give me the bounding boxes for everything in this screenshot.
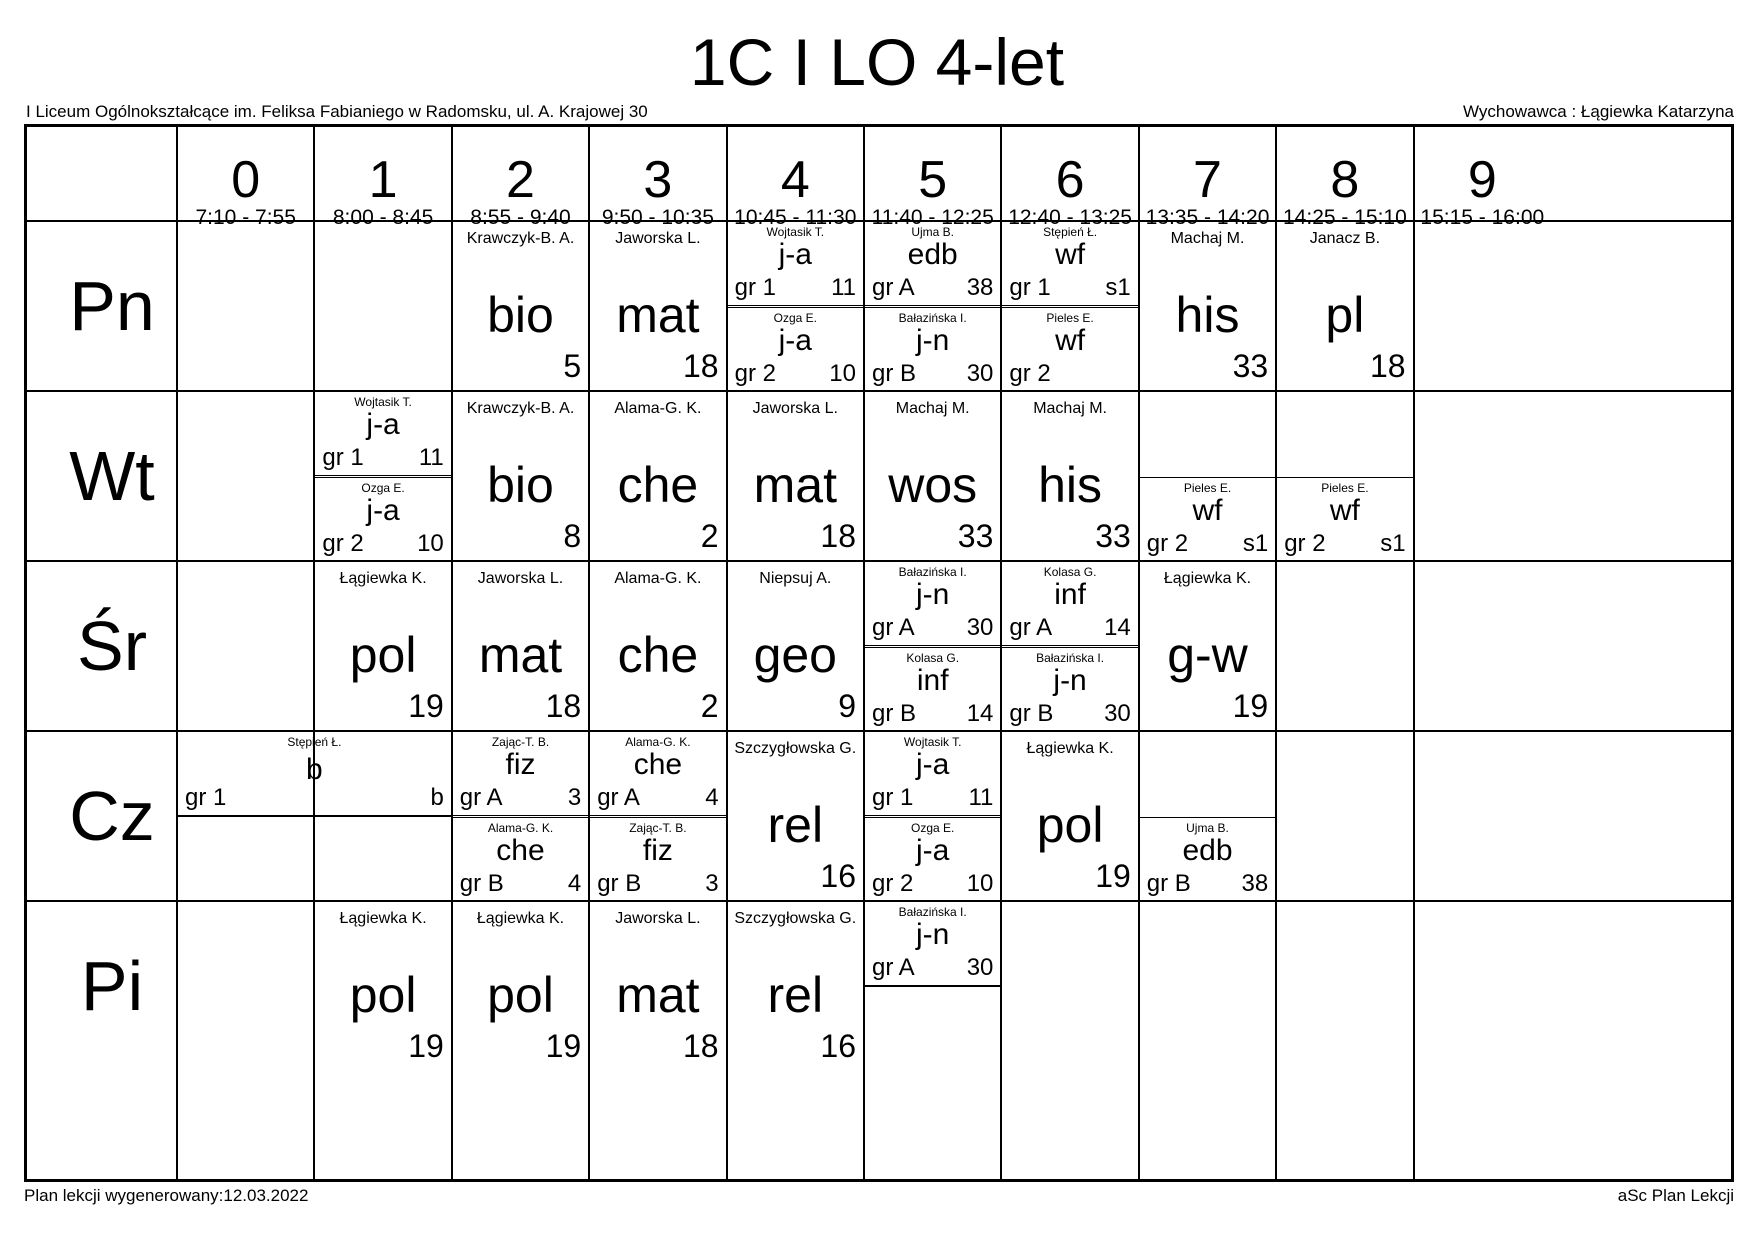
- lesson-group: gr 2: [1146, 530, 1189, 557]
- lesson-teacher: Szczygłowska G.: [734, 910, 857, 927]
- lesson-room: 2: [700, 688, 719, 724]
- lesson-room: 30: [966, 360, 994, 387]
- lesson-teacher: Wojtasik T.: [903, 735, 962, 749]
- lesson-card[interactable]: [590, 817, 725, 901]
- homeroom-teacher: Wychowawca : Łągiewka Katarzyna: [1462, 102, 1734, 121]
- lesson-card[interactable]: [728, 222, 863, 306]
- lesson-card[interactable]: [590, 902, 725, 1071]
- lesson-card[interactable]: [728, 562, 863, 731]
- lesson-card[interactable]: [865, 392, 1000, 561]
- lesson-card[interactable]: [315, 477, 450, 561]
- lesson-card[interactable]: [728, 732, 863, 901]
- lesson-teacher: Pieles E.: [1321, 481, 1369, 495]
- lesson-room: 19: [408, 688, 444, 724]
- lesson-subject: che: [617, 457, 699, 513]
- lesson-teacher: Bałazińska I.: [1036, 651, 1105, 665]
- lesson-subject: inf: [916, 664, 949, 697]
- lesson-teacher: Janacz B.: [1309, 230, 1381, 247]
- lesson-group: gr 1: [1009, 274, 1051, 301]
- lesson-group: gr 1: [734, 274, 776, 301]
- lesson-room: 2: [700, 518, 719, 554]
- lesson-teacher: Jaworska L.: [477, 570, 564, 587]
- split-divider: [864, 986, 1001, 987]
- lesson-card[interactable]: [865, 647, 1000, 731]
- lesson-teacher: Pieles E.: [1183, 481, 1232, 495]
- lesson-room: 11: [968, 784, 994, 811]
- lesson-card[interactable]: [315, 562, 450, 731]
- lesson-card[interactable]: [590, 222, 725, 391]
- school-name: I Liceum Ogólnokształcące im. Feliksa Fabianiego w Radomsku, ul. A. Krajowej 30: [26, 102, 648, 121]
- lesson-teacher: Ujma B.: [1186, 821, 1229, 835]
- lesson-subject: his: [1038, 457, 1103, 513]
- lesson-room: 19: [1095, 858, 1131, 894]
- lesson-room: 3: [567, 784, 582, 811]
- lesson-teacher: Szczygłowska G.: [734, 740, 857, 757]
- lesson-group: gr A: [872, 614, 915, 641]
- lesson-room: 30: [966, 614, 994, 641]
- period-header: [452, 127, 589, 231]
- lesson-card[interactable]: [865, 222, 1000, 306]
- lesson-subject: wf: [1055, 324, 1086, 357]
- lesson-group: gr B: [872, 360, 917, 387]
- lesson-group: gr A: [872, 274, 915, 301]
- lesson-group: gr B: [1146, 870, 1191, 897]
- lesson-teacher: Alama-G. K.: [487, 821, 554, 835]
- lesson-subject: mat: [616, 967, 700, 1023]
- lesson-room: 10: [966, 870, 994, 897]
- lesson-subject: wf: [1329, 494, 1360, 527]
- lesson-card[interactable]: [453, 222, 588, 391]
- period-time: 9:50 - 10:35: [601, 206, 714, 229]
- lesson-teacher: Łągiewka K.: [339, 910, 427, 927]
- lesson-teacher: Jaworska L.: [752, 400, 838, 417]
- lesson-group: gr 1: [322, 444, 364, 471]
- lesson-group: gr A: [872, 954, 915, 981]
- generated-date: Plan lekcji wygenerowany:12.03.2022: [24, 1186, 309, 1205]
- lesson-subject: pol: [349, 967, 417, 1023]
- lesson-card[interactable]: [865, 817, 1000, 901]
- lesson-subject: mat: [616, 287, 700, 343]
- lesson-teacher: Ozga E.: [911, 821, 955, 835]
- lesson-subject: j-a: [778, 238, 812, 271]
- lesson-teacher: Łągiewka K.: [476, 910, 565, 927]
- lesson-room: 18: [682, 1028, 719, 1064]
- lesson-card[interactable]: [1140, 817, 1275, 901]
- lesson-room: 16: [820, 858, 856, 894]
- lesson-subject: mat: [753, 457, 837, 513]
- lesson-teacher: Jaworska L.: [615, 910, 701, 927]
- lesson-card[interactable]: [453, 562, 588, 731]
- lesson-room: 4: [567, 870, 582, 897]
- lesson-group: gr 2: [1009, 360, 1051, 387]
- lesson-teacher: Zając-T. B.: [491, 735, 550, 749]
- lesson-group: gr A: [597, 784, 640, 811]
- lesson-teacher: Ujma B.: [911, 225, 955, 239]
- lesson-room: 19: [1232, 688, 1269, 724]
- lesson-subject: j-n: [916, 918, 950, 951]
- lesson-subject: edb: [1182, 834, 1233, 867]
- lesson-group: gr 2: [322, 530, 364, 557]
- lesson-subject: fiz: [505, 748, 536, 781]
- lesson-subject: wf: [1192, 494, 1223, 527]
- lesson-teacher: Łągiewka K.: [1026, 740, 1114, 757]
- lesson-card[interactable]: [453, 902, 588, 1071]
- lesson-room: 14: [966, 700, 994, 727]
- lesson-teacher: Stępień Ł.: [1043, 225, 1098, 239]
- lesson-card[interactable]: [1002, 392, 1137, 561]
- period-header: [1276, 127, 1413, 231]
- lesson-group: gr A: [459, 784, 503, 811]
- lesson-teacher: Krawczyk-B. A.: [466, 230, 575, 247]
- lesson-room: 38: [1241, 870, 1269, 897]
- lesson-card[interactable]: [1277, 222, 1412, 391]
- lesson-subject: pol: [349, 627, 417, 683]
- lesson-teacher: Zając-T. B.: [629, 821, 687, 835]
- period-time: 13:35 - 14:20: [1145, 206, 1270, 229]
- lesson-card[interactable]: [1002, 732, 1137, 901]
- period-number: 2: [506, 151, 535, 209]
- timetable-title: 1C I LO 4-let: [689, 25, 1065, 99]
- lesson-room: 38: [966, 274, 994, 301]
- software-credit: aSc Plan Lekcji: [1617, 1186, 1734, 1205]
- lesson-teacher: Pieles E.: [1046, 311, 1094, 325]
- day-label: Pi: [80, 947, 144, 1025]
- lesson-teacher: Łągiewka K.: [339, 570, 427, 587]
- lesson-card[interactable]: [590, 732, 725, 816]
- lesson-teacher: Wojtasik T.: [354, 395, 412, 409]
- lesson-teacher: Bałazińska I.: [898, 311, 967, 325]
- period-header: [864, 127, 1001, 231]
- lesson-teacher: Alama-G. K.: [614, 570, 702, 587]
- period-number: 7: [1193, 151, 1222, 209]
- lesson-subject: j-a: [778, 324, 812, 357]
- period-number: 9: [1467, 151, 1497, 209]
- period-number: 4: [780, 151, 810, 209]
- lesson-teacher: Łągiewka K.: [1163, 570, 1252, 587]
- lesson-room: 18: [545, 688, 582, 724]
- lesson-room: 33: [1095, 518, 1131, 554]
- lesson-card[interactable]: [865, 307, 1000, 391]
- lesson-group: gr 1: [872, 784, 914, 811]
- lesson-teacher: Machaj M.: [1033, 400, 1107, 417]
- lesson-subject: j-a: [366, 494, 400, 527]
- lesson-room: 16: [820, 1028, 856, 1064]
- lesson-subject: pol: [487, 967, 554, 1023]
- period-time: 10:45 - 11:30: [734, 206, 857, 229]
- period-time: 8:00 - 8:45: [332, 206, 434, 229]
- lesson-room: 14: [1104, 614, 1131, 641]
- lesson-subject: wos: [888, 457, 978, 513]
- lesson-subject: rel: [767, 967, 824, 1023]
- lesson-subject: pol: [1036, 797, 1104, 853]
- lesson-card[interactable]: [453, 817, 588, 901]
- period-time: 8:55 - 9:40: [470, 206, 571, 229]
- lesson-subject: b: [306, 753, 323, 786]
- lesson-subject: che: [633, 748, 683, 781]
- lesson-group: gr 2: [1284, 530, 1326, 557]
- lesson-subject: his: [1175, 287, 1240, 343]
- lesson-room: 9: [838, 688, 856, 724]
- lesson-room: 10: [829, 360, 856, 387]
- lesson-room: 3: [705, 870, 719, 897]
- lesson-subject: inf: [1054, 578, 1086, 611]
- lesson-subject: mat: [478, 627, 563, 683]
- lesson-card[interactable]: [1140, 562, 1275, 731]
- lesson-teacher: Alama-G. K.: [625, 735, 691, 749]
- period-time: 15:15 - 16:00: [1420, 206, 1545, 229]
- lesson-room: 30: [966, 954, 994, 981]
- lesson-subject: che: [496, 834, 545, 867]
- lesson-room: 5: [563, 348, 582, 384]
- lesson-group: gr 2: [872, 870, 914, 897]
- lesson-teacher: Alama-G. K.: [614, 400, 702, 417]
- period-header: [727, 127, 864, 231]
- lesson-subject: bio: [487, 457, 554, 513]
- lesson-card[interactable]: [728, 307, 863, 391]
- lesson-room: 30: [1104, 700, 1131, 727]
- lesson-subject: bio: [487, 287, 554, 343]
- lesson-room: s1: [1380, 530, 1406, 557]
- lesson-card[interactable]: [178, 732, 451, 816]
- day-label: Wt: [69, 437, 155, 515]
- lesson-teacher: Ozga E.: [773, 311, 817, 325]
- lesson-card[interactable]: [1140, 222, 1275, 391]
- period-header: [1414, 127, 1551, 231]
- lesson-subject: g-w: [1167, 627, 1248, 683]
- lesson-group: gr B: [1009, 700, 1054, 727]
- lesson-group: gr B: [872, 700, 917, 727]
- lesson-teacher: Kolasa G.: [906, 651, 960, 665]
- period-time: 11:40 - 12:25: [871, 206, 994, 229]
- lesson-teacher: Kolasa G.: [1043, 565, 1097, 579]
- lesson-room: 11: [831, 274, 856, 301]
- lesson-subject: edb: [907, 238, 958, 271]
- lesson-teacher: Wojtasik T.: [766, 225, 825, 239]
- day-label: Pn: [69, 267, 155, 345]
- lesson-room: b: [430, 784, 444, 811]
- lesson-subject: geo: [753, 627, 837, 683]
- lesson-room: 10: [417, 530, 444, 557]
- lesson-card[interactable]: [865, 562, 1000, 646]
- lesson-teacher: Stępień Ł.: [287, 735, 342, 749]
- lesson-room: 33: [1232, 348, 1269, 384]
- lesson-subject: j-n: [916, 578, 950, 611]
- lesson-teacher: Ozga E.: [361, 481, 405, 495]
- lesson-room: 11: [418, 444, 444, 471]
- period-number: 3: [643, 151, 673, 209]
- period-number: 8: [1330, 151, 1360, 209]
- lesson-subject: fiz: [642, 834, 673, 867]
- lesson-card[interactable]: [590, 562, 725, 731]
- period-number: 1: [368, 151, 398, 209]
- lesson-card[interactable]: [1002, 307, 1137, 391]
- period-header: [177, 127, 314, 231]
- lesson-teacher: Bałazińska I.: [898, 905, 967, 919]
- column-divider: [1413, 127, 1415, 1179]
- split-divider: [177, 816, 452, 817]
- lesson-group: gr B: [459, 870, 504, 897]
- lesson-card[interactable]: [315, 392, 450, 476]
- period-time: 12:40 - 13:25: [1008, 206, 1132, 229]
- lesson-card[interactable]: [1002, 222, 1137, 306]
- lesson-card[interactable]: [453, 392, 588, 561]
- period-header: [1001, 127, 1138, 231]
- lesson-card[interactable]: [315, 902, 450, 1071]
- lesson-teacher: Niepsuj A.: [759, 570, 832, 587]
- period-number: 6: [1055, 151, 1085, 209]
- lesson-teacher: Jaworska L.: [615, 230, 701, 247]
- period-time: 7:10 - 7:55: [195, 206, 296, 229]
- lesson-subject: j-a: [916, 834, 950, 867]
- lesson-subject: j-n: [916, 324, 950, 357]
- lesson-room: s1: [1242, 530, 1269, 557]
- lesson-room: 18: [820, 518, 856, 554]
- lesson-card[interactable]: [728, 392, 863, 561]
- lesson-group: gr B: [597, 870, 642, 897]
- lesson-card[interactable]: [1002, 562, 1137, 646]
- period-header: [1139, 127, 1276, 231]
- lesson-card[interactable]: [865, 732, 1000, 816]
- lesson-room: 19: [545, 1028, 582, 1064]
- lesson-subject: j-n: [1053, 664, 1087, 697]
- lesson-card[interactable]: [728, 902, 863, 1071]
- period-time: 14:25 - 15:10: [1283, 206, 1407, 229]
- period-number: 5: [918, 151, 948, 209]
- period-number: 0: [231, 151, 261, 209]
- lesson-teacher: Bałazińska I.: [898, 565, 967, 579]
- lesson-teacher: Machaj M.: [895, 400, 970, 417]
- lesson-subject: che: [617, 627, 699, 683]
- lesson-room: 8: [563, 518, 582, 554]
- lesson-card[interactable]: [865, 902, 1000, 986]
- lesson-subject: wf: [1055, 238, 1086, 271]
- lesson-card[interactable]: [1277, 477, 1412, 561]
- day-label: Śr: [77, 607, 147, 685]
- timetable-grid: [24, 124, 1734, 1182]
- lesson-room: 4: [705, 784, 719, 811]
- lesson-group: gr 1: [185, 784, 227, 811]
- lesson-card[interactable]: [590, 392, 725, 561]
- lesson-room: 18: [1369, 348, 1406, 384]
- lesson-room: 33: [957, 518, 994, 554]
- lesson-room: 19: [408, 1028, 444, 1064]
- lesson-card[interactable]: [453, 732, 588, 816]
- lesson-subject: rel: [767, 797, 824, 853]
- day-label: Cz: [69, 777, 155, 855]
- lesson-subject: pl: [1325, 287, 1365, 343]
- lesson-room: 18: [682, 348, 719, 384]
- lesson-group: gr A: [1009, 614, 1053, 641]
- lesson-room: s1: [1105, 274, 1131, 301]
- period-header: [314, 127, 451, 231]
- lesson-subject: j-a: [916, 748, 950, 781]
- lesson-subject: j-a: [366, 408, 400, 441]
- lesson-teacher: Krawczyk-B. A.: [466, 400, 575, 417]
- lesson-teacher: Machaj M.: [1170, 230, 1245, 247]
- lesson-group: gr 2: [734, 360, 776, 387]
- lesson-card[interactable]: [1002, 647, 1137, 731]
- lesson-card[interactable]: [1140, 477, 1275, 561]
- period-header: [589, 127, 726, 231]
